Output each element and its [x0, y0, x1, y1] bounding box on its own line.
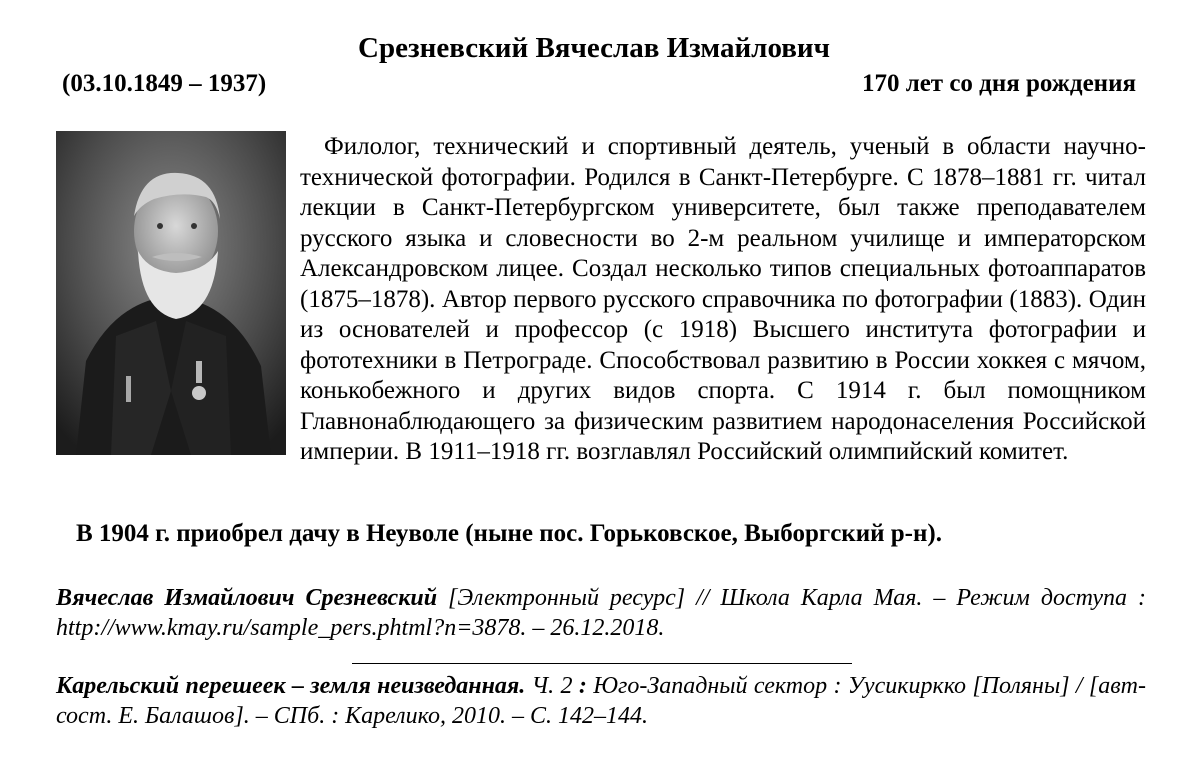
biography-paragraph: Филолог, технический и спортивный деятель, ученый в области научно-технической фотографии. Родился в Санкт-Петербурге. С 1878–1881 гг. читал лекции в Санкт-Петербургском университете, был также преподавателем русского языка и словесности во 2-м реальном училище и императорском Александровском лицее. Создал несколько типов специальных фотоаппаратов (1875–1878). Автор первого русского справочника по фотографии (1883). Один из основателей и профессор (с 1918) Высшего института фотографии и фототехники в Петрограде. Способствовал развитию в России хоккея с мячом, конькобежного и других видов спорта. С 1914 г. был помощником Главнонаблюдающего за физическим развитием народонаселения Российской империи. В 1911–1918 гг. возглавлял Российский олимпийский комитет. — [300, 133, 1146, 465]
reference-2-title: Карельский перешеек – земля неизведанная. — [56, 673, 526, 699]
reference-1-details: [Электронный ресурс] // Школа Карла Мая. – Режим доступа : http://www.kmay.ru/sample_pers.phtml?n=3878. – 26.12.2018. — [56, 585, 1146, 641]
separator-line — [352, 663, 852, 664]
life-dates: (03.10.1849 – 1937) — [62, 70, 267, 97]
reference-2-details: Юго-Западный сектор : Уусикиркко [Поляны] / [авт-сост. Е. Балашов]. – СПб. : Карелико, 2010. – С. 142–144. — [56, 673, 1146, 729]
anniversary-label: 170 лет со дня рождения — [861, 70, 1136, 97]
reference-1 — [56, 583, 1146, 643]
reference-2 — [56, 671, 1146, 731]
page-title: Срезневский Вячеслав Измайлович — [358, 32, 830, 64]
reference-2-colon: : — [578, 673, 587, 699]
reference-2-part: Ч. 2 — [525, 673, 579, 699]
reference-1-title: Вячеслав Измайлович Срезневский — [56, 585, 438, 611]
biography-text — [56, 132, 1146, 468]
dacha-highlight: В 1904 г. приобрел дачу в Неуволе (ныне пос. Горьковское, Выборгский р-н). — [76, 520, 942, 547]
photo-spacer — [56, 132, 300, 468]
